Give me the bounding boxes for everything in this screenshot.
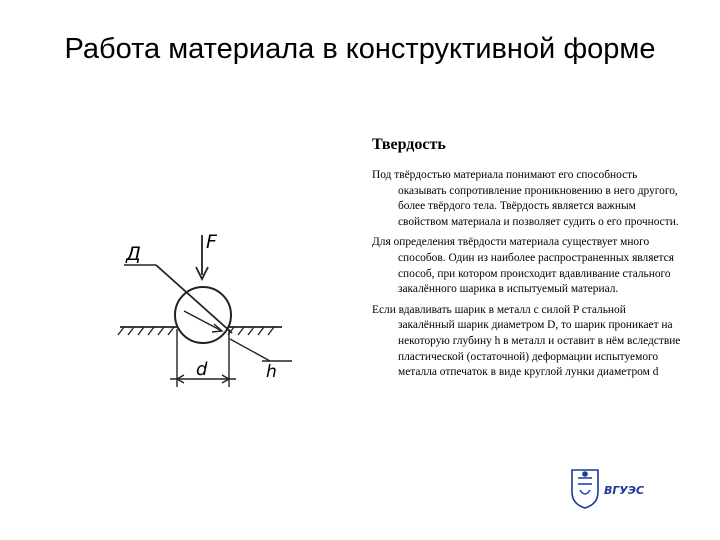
label-h: h (266, 362, 277, 382)
diameter-leader-line (156, 265, 232, 333)
hardness-test-diagram (110, 215, 300, 430)
label-force: F (206, 231, 217, 253)
paragraph-procedure: Если вдавливать шарик в металл с силой P стальной закалённый шарик диаметром D, то шарик проникает на некоторую глубину h в металл и оставит в нём вследствие пластической (остаточной) деформации испытуемого металла отпечаток в виде круглой лунки диаметром d (372, 303, 681, 379)
label-d-upper: Д (126, 243, 141, 265)
section-heading: Твердость (372, 136, 446, 153)
university-logo (568, 464, 648, 510)
surface-hatching (118, 327, 274, 335)
paragraph-definition: Под твёрдостью материала понимают его способность оказывать сопротивление проникновению в него другого, более твёрдого тела. Твёрдость является важным свойством материала и позволяет судить о его прочности. (372, 169, 679, 228)
depth-arrow (184, 311, 222, 331)
label-diameter: d (196, 359, 208, 380)
logo-text: ВГУЭС (604, 484, 645, 497)
h-leader-line (230, 339, 270, 361)
emblem-icon (572, 470, 598, 508)
content-block (372, 136, 682, 386)
paragraph-methods: Для определения твёрдости материала существует много способов. Один из наиболее распространенных является способ, при котором происходит вдавливание стального закалённого шарика в испытуемый материал. (372, 236, 674, 296)
steel-ball (175, 287, 231, 343)
page-title: Работа материала в конструктивной форме (64, 33, 656, 65)
